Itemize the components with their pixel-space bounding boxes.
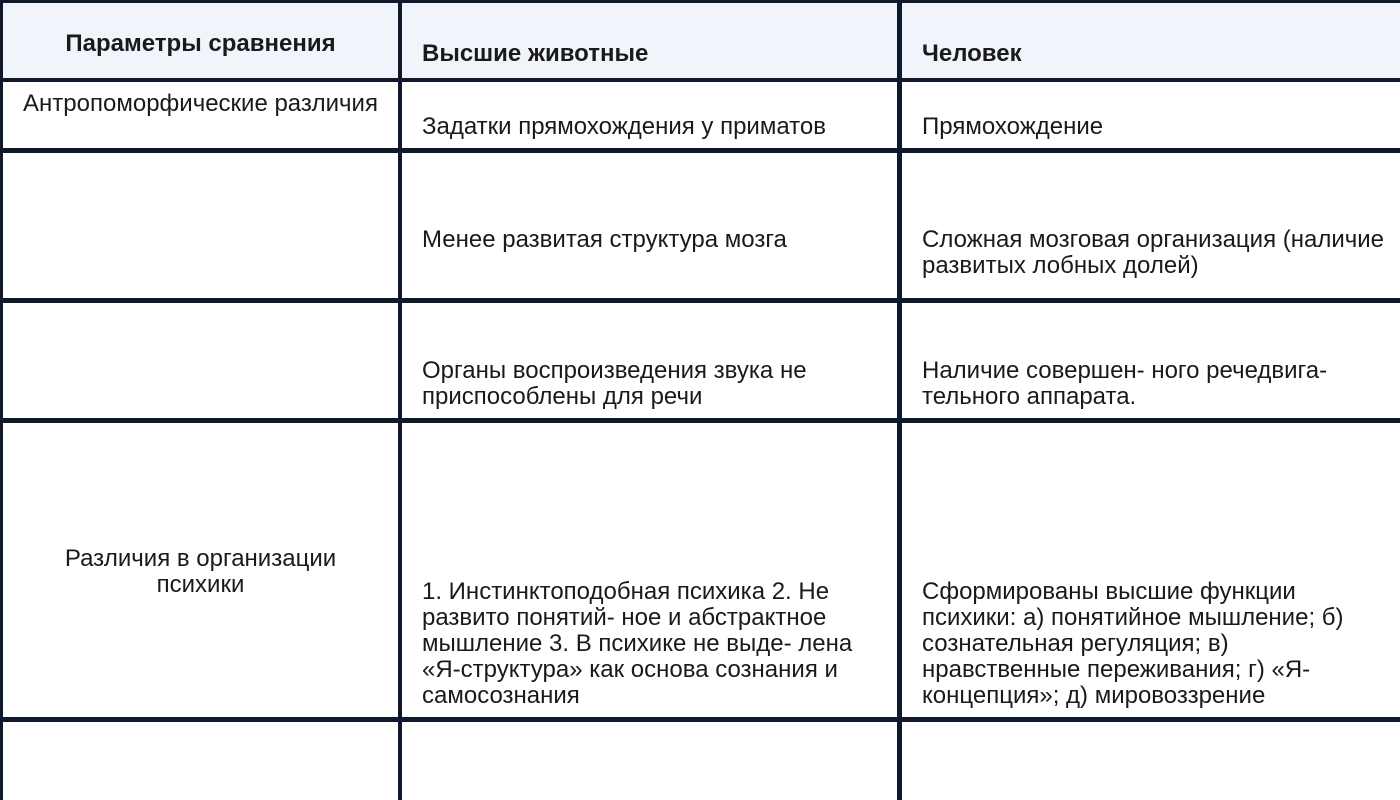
row-3-human-cell: [902, 303, 1400, 418]
row-2-human: Сложная мозговая организация (наличие развитых лобных долей): [922, 226, 1385, 279]
row-2-param-cell: [3, 153, 398, 298]
row-1-animals: Задатки прямохождения у приматов: [422, 113, 826, 140]
header-cell-animals: [402, 3, 897, 78]
row-3-animals-cell: [402, 303, 897, 418]
header-params-label: Параметры сравнения: [65, 30, 336, 57]
row-1-animals-cell: [402, 82, 897, 148]
row-4-param-cell: [3, 423, 398, 717]
row-3-param-cell: [3, 303, 398, 418]
row-4-param: Различия в организации психики: [64, 545, 337, 598]
row-5-human-cell: [902, 722, 1400, 800]
row-4-animals-cell: [402, 423, 897, 717]
row-3-animals: Органы воспроизведения звука не приспособлены для речи: [422, 357, 807, 410]
row-2-animals-cell: [402, 153, 897, 298]
row-1-human: Прямохождение: [922, 113, 1104, 140]
header-cell-human: [902, 3, 1400, 78]
row-5-param-cell: [3, 722, 398, 800]
row-1-param-cell: [3, 82, 398, 148]
row-2-animals: Менее развитая структура мозга: [422, 226, 787, 253]
row-4-animals: 1. Инстинктоподобная психика 2. Не развито понятий- ное и абстрактное мышление 3. В психике не выде- лена «Я-структура» как основа сознания и самосознания: [422, 578, 853, 709]
header-animals-label: Высшие животные: [422, 40, 649, 67]
row-1-human-cell: [902, 82, 1400, 148]
row-1-param: Антропоморфические различия: [23, 90, 378, 117]
row-3-human: Наличие совершен- ного речедвига- тельного аппарата.: [922, 357, 1328, 410]
row-5-animals-cell: [402, 722, 897, 800]
row-2-human-cell: [902, 153, 1400, 298]
header-cell-params: [3, 3, 398, 78]
row-4-human-cell: [902, 423, 1400, 717]
header-human-label: Человек: [922, 40, 1022, 67]
row-4-human: Сформированы высшие функции психики: а) понятийное мышление; б) сознательная регуляция; в) нравственные переживания; г) «Я-концепция»; д) мировоззрение: [922, 578, 1344, 709]
